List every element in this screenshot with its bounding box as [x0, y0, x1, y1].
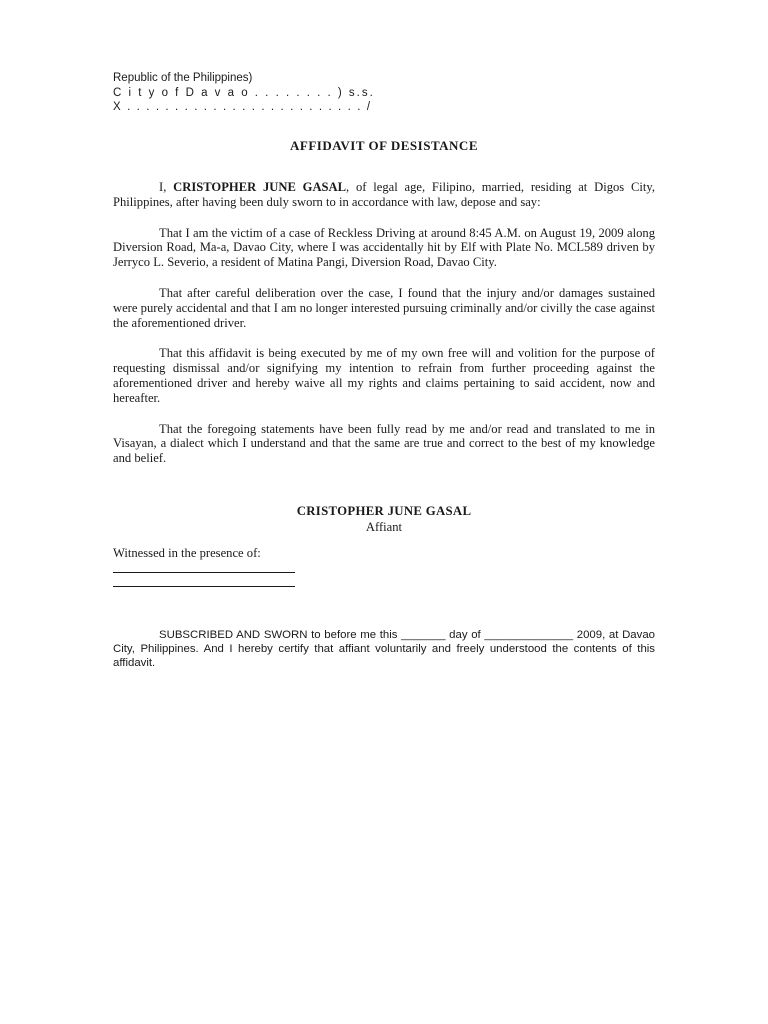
paragraph-5: That the foregoing statements have been fully read by me and/or read and translated to me in Visayan, a dialect which I understand and that the same are true and correct to the best of my knowledge and belief. [113, 421, 655, 466]
witness-signature-line [113, 586, 295, 587]
affiant-name-inline: CRISTOPHER JUNE GASAL [173, 180, 347, 194]
signature-block [0, 504, 768, 535]
venue-x-line: X . . . . . . . . . . . . . . . . . . . . . . . . . / [113, 101, 372, 113]
venue-republic: Republic of the Philippines) [113, 72, 253, 84]
witness-label: Witnessed in the presence of: [113, 546, 261, 560]
witness-signature-line [113, 572, 295, 573]
jurat-text: SUBSCRIBED AND SWORN to before me this _______ day of ______________ 2009, at Davao City, Philippines. And I hereby certify that affiant voluntarily and freely understood the contents of this affidavit. [113, 629, 655, 670]
paragraph-1-suffix: , of legal age, Filipino, married, residing at Digos City, Philippines, after having been duly sworn to in accordance with law, depose and say: [113, 180, 655, 209]
venue-block [113, 71, 375, 115]
paragraph-1 [113, 180, 655, 210]
paragraph-1-prefix: I, [159, 180, 174, 194]
venue-city: C i t y o f D a v a o . . . . . . . . ) s.s. [113, 86, 375, 99]
document-title: AFFIDAVIT OF DESISTANCE [289, 138, 478, 153]
paragraph-2: That I am the victim of a case of Reckless Driving at around 8:45 A.M. on August 19, 2009 along Diversion Road, Ma-a, Davao City, where I was accidentally hit by Elf with Plate No. MCL589 driven by Jerryco L. Severio, a resident of Matina Pangi, Diversion Road, Davao City. [113, 225, 655, 270]
paragraph-4: That this affidavit is being executed by me of my own free will and volition for the purpose of requesting dismissal and/or signifying my intention to refrain from further proceeding against the aforementioned driver and hereby waive all my rights and claims pertaining to said accident, now and hereafter. [113, 346, 655, 405]
affiant-role: Affiant [365, 520, 403, 534]
jurat-block [113, 628, 655, 687]
affidavit-body [113, 180, 655, 482]
affiant-name: CRISTOPHER JUNE GASAL [296, 504, 472, 518]
paragraph-3: That after careful deliberation over the case, I found that the injury and/or damages sustained were purely accidental and that I am no longer interested pursuing criminally and/or civilly the case against the aforementioned driver. [113, 285, 655, 330]
